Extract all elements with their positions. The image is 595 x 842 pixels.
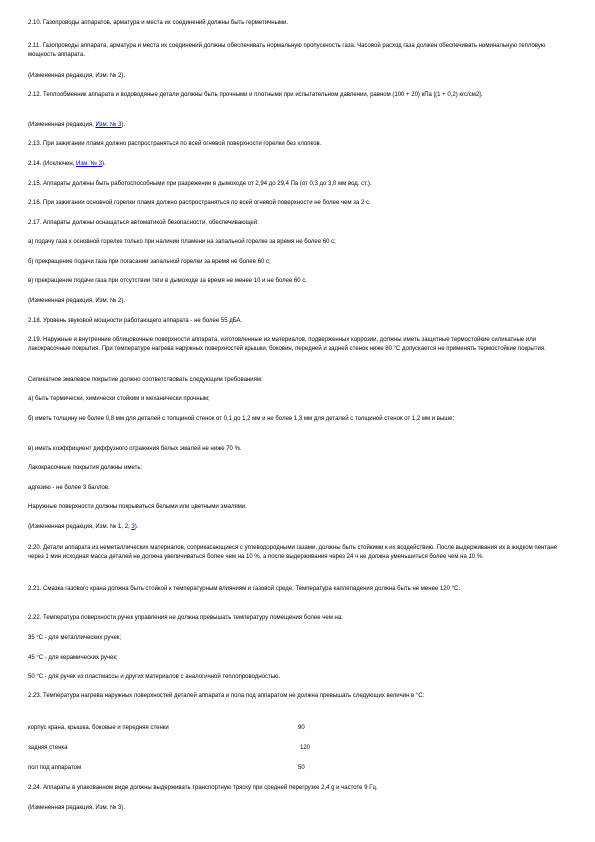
- edit-note-text: (Измененная редакция,: [28, 122, 96, 128]
- clause-2-23: 2.23. Температура нагрева наружных поверхностей деталей аппарата и пола под аппаратом не должна превышать следующих величин в °С:: [28, 693, 425, 699]
- clause-2-13: 2.13. При зажигании пламя должно распространяться по всей огневой поверхности горелки без хлопков.: [28, 141, 322, 147]
- clause-text: 2.14. (Исключен,: [28, 161, 76, 167]
- clause-2-17-a: а) подачу газа к основной горелке только при наличии пламени на запальной горелке за время не более 60 с;: [28, 239, 336, 245]
- temperature-row-value: 50: [298, 765, 305, 771]
- clause-2-12: 2.12. Теплообменник аппарата и водоводяные детали должны быть прочными и плотными при испытательном давлении, равном (100 + 20) кПа [(1 + 0,2) кгс/см2].: [28, 92, 483, 98]
- clause-2-19: 2.19. Наружные и внутренние облицовочные поверхности аппарата, изготовленные из материалов, подверженных коррозии, должны иметь защитные термостойкие силикатные или лакокрасочные покрытия. При температуре нагрева наружных поверхностей крышки, боковин, передней и задней стенок ниже 80 °С допускается не применять термостойкие покрытия.: [28, 337, 546, 352]
- clause-text: ).: [101, 161, 106, 167]
- clause-2-20: 2.20. Детали аппарата из неметаллических материалов, соприкасающиеся с углеводородными газами, должны быть стойкими к их воздействию. После выдерживания их в жидком пентане через 1 мин исходная масса деталей не должна увеличиваться более чем на 10 %, а после выдерживания через 24 ч не должна уменьшиться более чем на 10 %.: [28, 545, 557, 560]
- clause-2-14: [28, 160, 564, 169]
- clause-2-22-c: 50 °С - для ручек из пластмассы и других материалов с аналогичной теплопроводностью.: [28, 674, 281, 680]
- edit-note-text: (Измененная редакция, Изм. № 1, 2,: [28, 524, 132, 530]
- edit-note: [28, 121, 564, 130]
- edit-note: [28, 523, 564, 532]
- clause-2-21: 2.21. Смазка газового крана должна быть стойкой к температурным влияниям и газовой среде. Температура каплепадения должна быть не менее 120 °С.: [28, 586, 460, 592]
- clause-2-19-paint: Лакокрасочные покрытия должны иметь:: [28, 465, 143, 471]
- clause-2-19-b: б) иметь толщину не более 0,8 мм для деталей с толщиной стенок от 0,1 до 1,2 мм и не более 1,3 мм для деталей с толщиной стенок от 1,2 мм и выше;: [28, 416, 455, 422]
- clause-2-22: 2.22. Температура поверхности ручек управления не должна превышать температуру помещения более чем на:: [28, 615, 343, 621]
- clause-2-19-enamel: Силикатное эмалевое покрытие должно соответствовать следующим требованиям:: [28, 377, 263, 383]
- clause-2-22-b: 45 °С - для керамических ручек;: [28, 655, 118, 661]
- edit-note: (Измененная редакция, Изм. № 2).: [28, 73, 126, 79]
- clause-2-10: 2.10. Газопроводы аппаратов, арматура и места их соединений должны быть герметичными.: [28, 20, 289, 26]
- edit-note-text: ).: [134, 524, 139, 530]
- temperature-row-label: задняя стенка: [28, 745, 68, 751]
- clause-2-17-c: в) прекращение подачи газа при отсутствии тяги в дымоходе за время не менее 10 и не более 60 с.: [28, 278, 307, 284]
- edit-note: (Измененная редакция, Изм. № 3).: [28, 805, 126, 811]
- amendment-link[interactable]: Изм. № 3: [95, 122, 122, 128]
- clause-2-19-outer: Наружные поверхности должны покрываться белыми или цветными эмалями.: [28, 504, 247, 510]
- temperature-row: [28, 764, 305, 773]
- clause-2-11: 2.11. Газопроводы аппарата, арматура и места их соединений должны обеспечивать нормальную пропускность газа. Часовой расход газа должен обеспечивать номинальную тепловую мощность аппарата.: [28, 43, 546, 58]
- amendment-link[interactable]: 3: [131, 524, 135, 530]
- temperature-row-value: 90: [298, 725, 305, 731]
- clause-2-22-a: 35 °С - для металлических ручек;: [28, 635, 122, 641]
- edit-note-text: ).: [121, 122, 126, 128]
- temperature-row-label: корпус крана, крышка, боковые и передняя стенки: [28, 725, 169, 731]
- edit-note: (Измененная редакция, Изм. № 2).: [28, 298, 126, 304]
- clause-2-16: 2.16. При зажигании основной горелки пламя должно распространяться по всей огневой поверхности не более чем за 2 с.: [28, 200, 371, 206]
- temperature-row: [28, 724, 305, 733]
- temperature-row: [28, 744, 311, 753]
- clause-2-19-adhesion: адгезию - не более 3 баллов.: [28, 485, 110, 491]
- clause-2-19-c: в) иметь коэффициент диффузного отражения белых эмалей не ниже 70 %.: [28, 446, 242, 452]
- clause-2-24: 2.24. Аппараты в упакованном виде должны выдерживать транспортную тряску при средней перегрузке 2,4 g и частоте 9 Гц.: [28, 785, 378, 791]
- clause-2-18: 2.18. Уровень звуковой мощности работающего аппарата - не более 55 дБА.: [28, 318, 243, 324]
- clause-2-17-b: б) прекращение подачи газа при погасании запальной горелки за время не более 60 с;: [28, 259, 271, 265]
- clause-2-15: 2.15. Аппараты должны быть работоспособными при разрежении в дымоходе от 2,94 до 29,4 Па (от 0,3 до 3,0 мм вод. ст.).: [28, 181, 372, 187]
- amendment-link[interactable]: Изм. № 3: [76, 161, 102, 167]
- temperature-row-label: пол под аппаратом: [28, 765, 82, 771]
- temperature-row-value: 120: [300, 745, 311, 751]
- clause-2-17: 2.17. Аппараты должны оснащаться автоматикой безопасности, обеспечивающей:: [28, 220, 259, 226]
- clause-2-19-a: а) быть термически, химически стойким и механически прочным;: [28, 396, 210, 402]
